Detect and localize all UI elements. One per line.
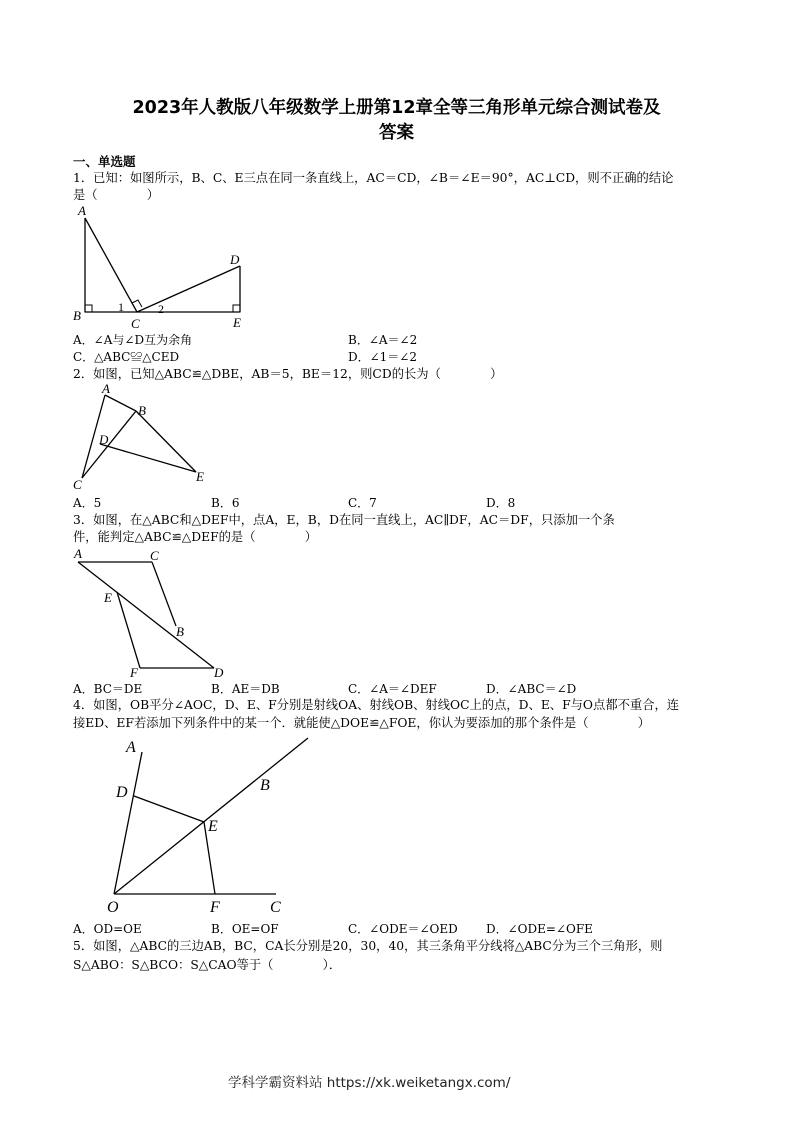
q4-label-e: E	[208, 818, 218, 835]
q4-option-a: A．OD=OE	[73, 922, 142, 936]
q4-option-d: D．∠ODE=∠OFE	[486, 922, 593, 936]
q3-stem-line1: 3．如图，在△ABC和△DEF中，点A，E，B，D在同一直线上，AC∥DF，AC＝DF，只添加一个条	[73, 513, 615, 527]
q2-option-c: C．7	[348, 496, 377, 510]
q1-right-angle-b	[85, 305, 92, 312]
q5-stem-line1: 5．如图，△ABC的三边AB，BC，CA长分别是20，30，40，其三条角平分线将△ABC分为三个三角形，则	[73, 939, 663, 953]
q2-seg-ab	[105, 395, 136, 411]
q2-stem: 2．如图，已知△ABC≌△DBE，AB＝5，BE＝12，则CD的长为（ ）	[73, 367, 503, 381]
q2-label-e: E	[196, 469, 204, 484]
q2-label-d: D	[99, 432, 109, 447]
q3-seg-ad	[78, 562, 214, 668]
q1-option-a: A．∠A与∠D互为余角	[73, 333, 193, 347]
q1-right-angle-e	[233, 305, 240, 312]
q4-label-a: A	[126, 739, 136, 756]
q1-option-c: C．△ABC≌△CED	[73, 350, 180, 364]
q3-option-b: B．AE＝DB	[211, 682, 280, 696]
q1-stem-line1: 1．已知：如图所示，B、C、E三点在同一条直线上，AC＝CD，∠B＝∠E＝90°，AC⊥CD，则不正确的结论	[73, 171, 674, 185]
q3-option-d: D．∠ABC＝∠D	[486, 682, 577, 696]
q3-label-d: D	[214, 665, 224, 680]
q1-seg-cd	[137, 266, 240, 312]
q3-label-c: C	[150, 548, 159, 563]
section-heading: 一、单选题	[73, 154, 136, 169]
q2-option-a: A．5	[73, 496, 102, 510]
q1-stem-line2: 是（ ）	[73, 188, 160, 202]
page-title-line2: 答案	[379, 123, 414, 143]
q4-label-d: D	[116, 784, 128, 801]
q3-label-f: F	[130, 665, 138, 680]
q1-angle-2: 2	[158, 302, 164, 316]
q1-label-e: E	[233, 315, 241, 330]
q1-seg-ac	[85, 218, 137, 312]
q1-label-c: C	[131, 316, 140, 331]
q4-option-c: C．∠ODE＝∠OED	[348, 922, 458, 936]
q4-label-c: C	[270, 899, 281, 916]
q3-label-b: B	[176, 624, 184, 639]
q2-label-a: A	[102, 381, 110, 396]
q2-label-b: B	[138, 403, 146, 418]
q3-option-a: A．BC＝DE	[73, 682, 143, 696]
q3-label-a: A	[74, 546, 82, 561]
q1-label-a: A	[78, 203, 86, 218]
q1-label-d: D	[230, 252, 240, 267]
q4-label-f: F	[210, 899, 220, 916]
footer-watermark: 学科学霸资料站 https://xk.weiketangx.com/	[228, 1075, 511, 1091]
q4-figure	[104, 734, 324, 919]
q2-seg-cb	[82, 411, 136, 478]
q1-label-b: B	[73, 308, 81, 323]
q4-stem-line1: 4．如图，OB平分∠AOC，D、E、F分别是射线OA、射线OB、射线OC上的点，D、E、F与O点都不重合，连	[73, 698, 680, 712]
q4-seg-de	[134, 796, 204, 822]
q3-label-e: E	[104, 590, 112, 605]
q2-option-d: D．8	[486, 496, 516, 510]
q3-option-c: C．∠A＝∠DEF	[348, 682, 437, 696]
q4-label-o: O	[107, 899, 119, 916]
q2-label-c: C	[73, 477, 82, 492]
q4-option-b: B．OE=OF	[211, 922, 279, 936]
q4-label-b: B	[260, 777, 270, 794]
q1-figure	[72, 204, 262, 336]
q5-stem-line2: S△ABO：S△BCO：S△CAO等于（ ）．	[73, 958, 342, 972]
q3-seg-cb	[152, 562, 176, 626]
q1-angle-1: 1	[118, 300, 124, 314]
q3-stem-line2: 件，能判定△ABC≌△DEF的是（ ）	[73, 530, 317, 544]
q3-figure	[72, 546, 242, 681]
q1-option-d: D．∠1＝∠2	[348, 350, 418, 364]
q3-seg-ef	[117, 592, 140, 668]
q4-ray-oa	[114, 752, 142, 894]
q2-option-b: B．6	[211, 496, 240, 510]
page-title-line1: 2023年人教版八年级数学上册第12章全等三角形单元综合测试卷及	[132, 98, 661, 118]
q1-option-b: B．∠A＝∠2	[348, 333, 418, 347]
q4-stem-line2: 接ED、EF若添加下列条件中的某一个．就能使△DOE≌△FOE，你认为要添加的那个条件是（ ）	[73, 716, 651, 730]
q2-figure	[72, 383, 222, 493]
